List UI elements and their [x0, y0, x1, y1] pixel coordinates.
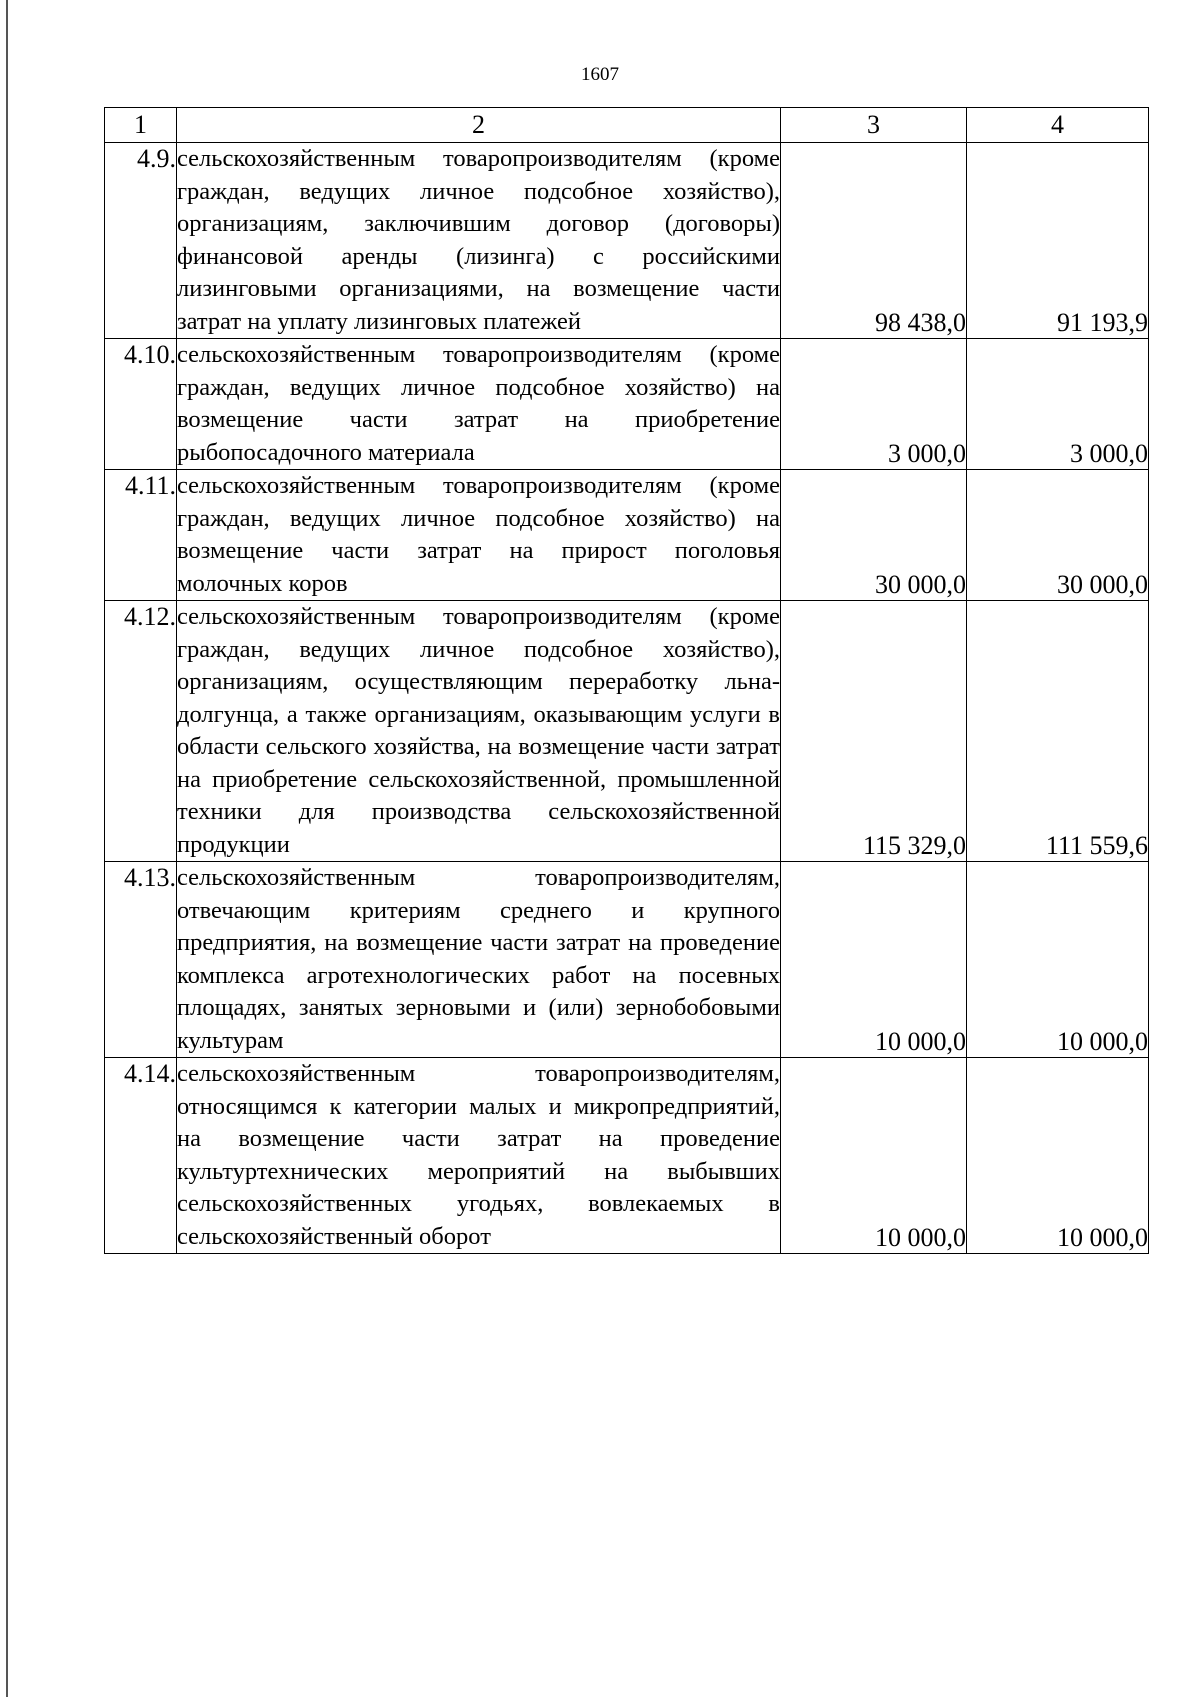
table-row	[105, 470, 1149, 601]
row-number: 4.11.	[105, 470, 177, 601]
row-value-col4: 3 000,0	[967, 339, 1149, 470]
row-description: сельскохозяйственным товаропроизводителям, относящимся к категории малых и микропредприятий, на возмещение части затрат на проведение культуртехнических мероприятий на выбывших сельскохозяйственных угодьях, вовлекаемых в сельскохозяйственный оборот	[177, 1058, 781, 1254]
row-description: сельскохозяйственным товаропроизводителям, отвечающим критериям среднего и крупного предприятия, на возмещение части затрат на проведение комплекса агротехнологических работ на посевных площадях, занятых зерновыми и (или) зернобобовыми культурам	[177, 862, 781, 1058]
row-description: сельскохозяйственным товаропроизводителям (кроме граждан, ведущих личное подсобное хозяйство) на возмещение части затрат на прирост поголовья молочных коров	[177, 470, 781, 601]
row-value-col3: 10 000,0	[781, 1058, 967, 1254]
header-row	[105, 108, 1149, 143]
row-value-col3: 115 329,0	[781, 601, 967, 862]
row-value-col3: 98 438,0	[781, 143, 967, 339]
page-number: 1607	[581, 64, 619, 85]
table-row	[105, 601, 1149, 862]
row-number: 4.9.	[105, 143, 177, 339]
row-value-col4: 10 000,0	[967, 1058, 1149, 1254]
header-col-2: 2	[177, 108, 781, 143]
header-col-3: 3	[781, 108, 967, 143]
table-row	[105, 862, 1149, 1058]
row-value-col4: 10 000,0	[967, 862, 1149, 1058]
row-description: сельскохозяйственным товаропроизводителям (кроме граждан, ведущих личное подсобное хозяйство), организациям, осуществляющим переработку льна-долгунца, а также организациям, оказывающим услуги в области сельского хозяйства, на возмещение части затрат на приобретение сельскохозяйственной, промышленной техники для производства сельскохозяйственной продукции	[177, 601, 781, 862]
row-description: сельскохозяйственным товаропроизводителям (кроме граждан, ведущих личное подсобное хозяйство), организациям, заключившим договор (договоры) финансовой аренды (лизинга) с российскими лизинговыми организациями, на возмещение части затрат на уплату лизинговых платежей	[177, 143, 781, 339]
row-number: 4.14.	[105, 1058, 177, 1254]
row-number: 4.13.	[105, 862, 177, 1058]
table-row	[105, 143, 1149, 339]
budget-table	[104, 107, 1149, 1254]
row-value-col4: 30 000,0	[967, 470, 1149, 601]
row-value-col3: 30 000,0	[781, 470, 967, 601]
row-value-col4: 111 559,6	[967, 601, 1149, 862]
row-description: сельскохозяйственным товаропроизводителям (кроме граждан, ведущих личное подсобное хозяйство) на возмещение части затрат на приобретение рыбопосадочного материала	[177, 339, 781, 470]
table-row	[105, 1058, 1149, 1254]
row-number: 4.12.	[105, 601, 177, 862]
row-number: 4.10.	[105, 339, 177, 470]
header-col-1: 1	[105, 108, 177, 143]
table-row	[105, 339, 1149, 470]
row-value-col4: 91 193,9	[967, 143, 1149, 339]
row-value-col3: 10 000,0	[781, 862, 967, 1058]
page-left-edge	[6, 0, 8, 1697]
header-col-4: 4	[967, 108, 1149, 143]
row-value-col3: 3 000,0	[781, 339, 967, 470]
